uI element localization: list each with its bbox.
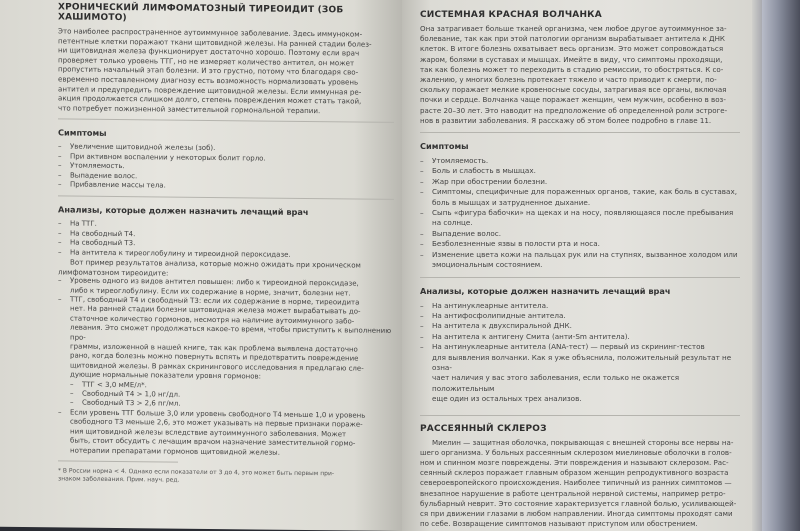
norm-item: – Свободный Т4 > 1,0 нг/дл. <box>58 389 394 402</box>
list-item: – На антинуклеарные антитела. <box>420 301 740 311</box>
list-item: – На антинуклеарные антитела (ANA-тест) — первый из скрининг-тестов для выявления волчанки. Как я уже объяснила, положительный результат не озна- чает наличия у вас этого заболевания, если только не окажется положительным еще один из остальных трех анализов. <box>420 342 740 404</box>
list-item: – На свободный Т3. <box>58 239 394 252</box>
example-intro-line: Вот пример результатов анализа, которые можно ожидать при хроническом <box>70 257 361 270</box>
divider <box>420 415 740 416</box>
norm-item: – Свободный Т3 > 2,6 пг/мл. <box>58 399 394 412</box>
norm-item: – ТТГ < 3,0 мМЕ/л*. <box>58 380 394 393</box>
list-item: – На ТТГ. <box>58 220 394 233</box>
list-item: – На антитела к двухспиральной ДНК. <box>420 321 740 331</box>
list-item: – Боль и слабость в мышцах. <box>420 166 740 176</box>
intro-line: евременно поставленному диагнозу есть возможность нормализовать уровень <box>58 74 359 87</box>
example-list <box>58 277 394 459</box>
tests-heading: Анализы, которые должен назначить лечащий врач <box>58 204 309 218</box>
intro-line: бульбарный неврит. Это состояние характеризуется главной болью, усиливающей- <box>420 498 737 508</box>
symptoms-list <box>58 143 394 194</box>
intro-line: ном и спинном мозге повреждены. Эти повреждения и называют склерозом. Рас- <box>420 457 729 467</box>
intro-line: ся при движении глазами в любом направлении. Иногда симптомы проходят сами <box>420 508 733 518</box>
footnote-rule <box>58 460 178 462</box>
divider <box>58 196 394 201</box>
intro-line: внезапное нарушение в работе центральной нервной системы, например ретро- <box>420 488 726 498</box>
list-item: – Выпадение волос. <box>58 171 394 184</box>
list-item: – На антифосфолипидные антитела. <box>420 311 740 321</box>
list-item: – Уровень одного из видов антител повышен: либо к тиреоидной пероксидазе, либо к тиреоглобулину. Если их содержание в норме, значит, болезни нет. <box>58 277 394 299</box>
tests-list <box>420 301 740 405</box>
tests-heading: Анализы, которые должен назначить лечащий врач <box>420 285 671 296</box>
ms-title: РАССЕЯННЫЙ СКЛЕРОЗ <box>420 423 547 434</box>
intro-line: так как болезнь может то переходить в стадию ремиссии, то обостряться. К со- <box>420 64 724 74</box>
divider <box>58 119 394 124</box>
page-edges <box>752 0 762 531</box>
list-item: – При активном воспалении у некоторых болит горло. <box>58 152 394 165</box>
list-item: – Изменение цвета кожи на пальцах рук или на ступнях, вызванное холодом или эмоциональным состоянием. <box>420 250 740 271</box>
intro-line: акция продолжается слишком долго, степень повреждения может стать такой, <box>58 93 362 106</box>
intro-line: скольку поражает мелкие кровеносные сосуды, затрагивая все органы, включая <box>420 85 727 95</box>
list-item: – Утомляемость. <box>420 156 740 166</box>
list-item: – Утомляемость. <box>58 162 394 175</box>
left-page-title: ХРОНИЧЕСКИЙ ЛИМФОМАТОЗНЫЙ ТИРЕОИДИТ (ЗОБ ХАШИМОТО) <box>58 2 344 24</box>
list-item: – Жар при обострении болезни. <box>420 177 740 187</box>
list-item: – На антитела к тиреоглобулину и тиреоидной пероксидазе. <box>58 248 394 261</box>
intro-line: что потребует пожизненной заместительной гормональной терапии. <box>58 103 321 115</box>
intro-line: клеток. В итоге болезнь охватывает весь организм. Это может сопровождаться <box>420 44 724 54</box>
left-column <box>58 2 394 486</box>
list-item: – Увеличение щитовидной железы (зоб). <box>58 143 394 156</box>
list-item: – На антитела к антигену Смита (анти-Sm антитела). <box>420 332 740 342</box>
intro-line: североевропейского происхождения. Наиболее типичный из ранних симптомов — <box>420 478 732 488</box>
intro-line: проверяет только уровень ТТГ, но не измеряет количество антител, он может <box>58 55 355 68</box>
intro-line: пропустить начальный этап болезни. И это грустно, потому что благодаря сво- <box>58 64 359 77</box>
list-item: – На свободный Т4. <box>58 229 394 242</box>
tests-list <box>58 220 394 261</box>
intro-line: сеянный склероз поражает главным образом женщин репродуктивного возраста <box>420 468 729 478</box>
right-column <box>420 10 740 529</box>
intro-line: жалению, у многих болезнь протекает тяжело и часто приводит к смерти, по- <box>420 75 717 85</box>
book-cover-edge <box>762 0 800 531</box>
right-page <box>402 0 762 531</box>
divider <box>420 132 740 133</box>
list-item: – Сыпь «фигура бабочки» на щеках и на носу, появляющаяся после пребывания на солнце. <box>420 208 740 229</box>
symptoms-heading: Симптомы <box>420 141 469 152</box>
right-page-title: СИСТЕМНАЯ КРАСНАЯ ВОЛЧАНКА <box>420 10 602 20</box>
symptoms-heading: Симптомы <box>58 127 107 139</box>
intro-line: болевание, так как при этой патологии организм вырабатывает антитела к ДНК <box>420 34 725 44</box>
list-item: – Прибавление массы тела. <box>58 180 394 193</box>
intro-line: шего организма. У больных рассеянным склерозом миелиновые оболочки в голов- <box>420 447 732 457</box>
list-item: – Если уровень ТТГ больше 3,0 или уровень свободного Т4 меньше 1,0 и уровень свободного Т3 меньше 2,6, это может указывать на первые признаки пораже- ния щитовидной железы вследствие аутоиммунного заболевания. Может быть, стоит обсудить с лечащим врачом назначение заместительной гормо- нотерапии препаратами гормонов щитовидной железы. <box>58 408 394 459</box>
intro-line: по себе. Возвращение симптомов называют приступом или обострением. <box>420 519 698 529</box>
list-item: – Безболезненные язвы в полости рта и носа. <box>420 239 740 249</box>
intro-line: антител и предупредить повреждение щитовидной железы. Если иммунная ре- <box>58 83 362 97</box>
list-item: – Симптомы, специфичные для пораженных органов, такие, как боль в суставах, боль в мышцах и затрудненное дыхание. <box>420 187 740 208</box>
intro-line: Миелин — защитная оболочка, покрывающая с внешней стороны все нервы на- <box>432 437 734 447</box>
example-intro-line: лимфоматозном тиреоидите: <box>58 266 169 278</box>
footnote: * В России норма < 4. Однако если показатели от 3 до 4, это может быть первым при- знаком заболевания. Прим. науч. ред. <box>58 467 335 484</box>
list-item: – Выпадение волос. <box>420 229 740 239</box>
intro-line: Это наиболее распространенное аутоиммунное заболевание. Здесь иммуноком- <box>58 26 363 39</box>
symptoms-list <box>420 156 740 270</box>
intro-line: нов в развитии заболевания. Я расскажу об этом более подробно в главе 11. <box>420 115 712 125</box>
intro-line: расте 20–30 лет. Это наводит на предположение об определенной роли эстроге- <box>420 105 728 115</box>
intro-line: почки и сердце. Волчанка чаще поражает женщин, чем мужчин, особенно в воз- <box>420 95 726 105</box>
list-item: – ТТГ, свободный Т4 и свободный Т3: если их содержание в норме, тиреоидита нет. На ранней стадии болезни щитовидная железа может вырабатывать до- статочное количество гормонов, несмотря на наличие аутоиммунного забо- левания. Это сможет продолжаться какое-то время, чтобы приступить к выполнению про- граммы, изложенной в нашей книге, так как проблема выявлена достаточно рано, когда болезнь можно повернуть вспять и предотвратить повреждение щитовидной железы. В рамках скринингового исследования я предлагаю сле- дующие нормальные показатели уровня гормонов: <box>58 295 394 383</box>
divider <box>420 277 740 278</box>
intro-line: Она затрагивает больше тканей организма, чем любое другое аутоиммунное за- <box>420 24 727 33</box>
intro-line: жаром, болями в суставах и мышцах. Имейте в виду, что симптомы проходящи, <box>420 54 723 64</box>
intro-line: петентные клетки поражают ткани щитовидной железы. На ранней стадии болез- <box>58 35 372 49</box>
intro-line: ни щитовидная железа функционирует достаточно хорошо. Поэтому если врач <box>58 45 360 58</box>
